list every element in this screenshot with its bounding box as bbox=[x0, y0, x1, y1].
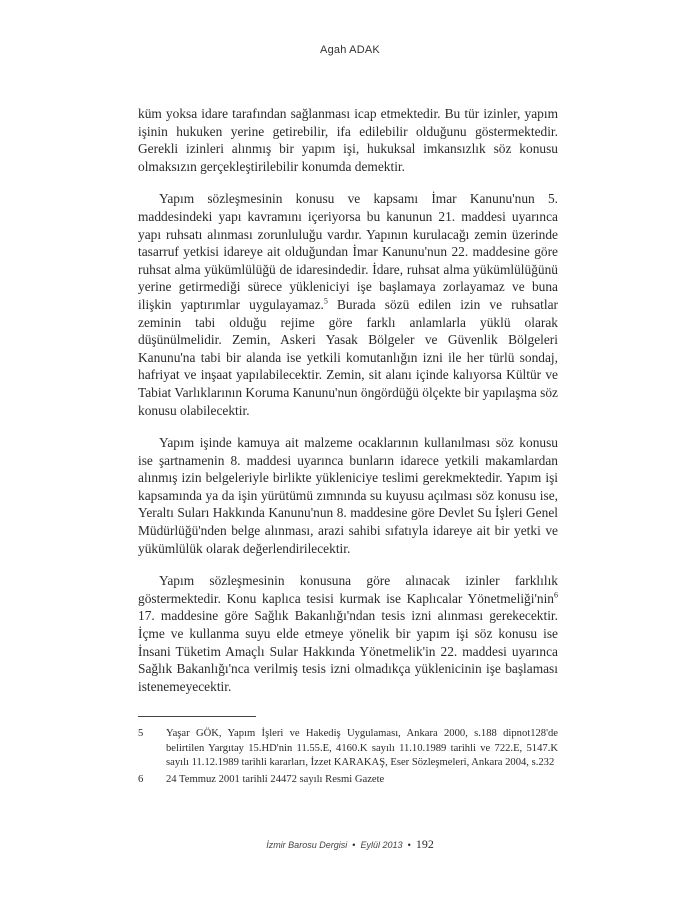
page-number: 192 bbox=[415, 837, 434, 851]
issue-date: Eylül 2013 bbox=[360, 840, 403, 850]
footnote-text: Yaşar GÖK, Yapım İşleri ve Hakediş Uygulaması, Ankara 2000, s.188 dipnot128'de belirtilen Yargıtay 15.HD'nin 11.55.E, 4160.K sayılı 11.10.1989 tarihli ve 722.E, 5147.K sayılı 11.12.1989 tarihli kararları, İzzet KARAKAŞ, Eser Sözleşmeleri, Ankara 2004, s.232 bbox=[166, 728, 558, 768]
footnote-text: 24 Temmuz 2001 tarihli 24472 sayılı Resmi Gazete bbox=[166, 773, 385, 785]
footnote-5 bbox=[138, 727, 558, 771]
footnotes bbox=[138, 727, 558, 789]
page-footer bbox=[0, 837, 700, 852]
paragraph-2-text-a: Yapım sözleşmesinin konusu ve kapsamı İmar Kanunu'nun 5. maddesindeki yapı kavramını içeriyorsa bu kanunun 21. maddesi uyarınca yapı ruhsatı alınması zorunluluğu vardır. Yapının kurulacağı zemin üzerinde tasarruf yetkisi idareye ait olduğundan İmar Kanunu'nun 22. maddesine göre ruhsat alma yükümlülüğü de idaresindedir. İdare, ruhsat alma yükümlülüğünü yerine getirmediği sürece yükleniciyi işe başlamaya zorlayamaz ve buna ilişkin yaptırımlar uygulayamaz. bbox=[138, 191, 558, 312]
paragraph-1: küm yoksa idare tarafından sağlanması icap etmektedir. Bu tür izinler, yapım işinin hukuken yerine getirebilir, ifa edilebilir olduğunu göstermektedir. Gerekli izinleri alınmış bir yapım işi, hukuksal imkansızlık söz konusu olmaksızın gerçekleştirilebilir konumda demektir. bbox=[138, 106, 558, 174]
running-header: Agah ADAK bbox=[320, 44, 380, 56]
paragraph-4-text-b: 17. maddesine göre Sağlık Bakanlığı'ndan tesis izni alınması gerekecektir. İçme ve kullanma suyu elde etmeye yönelik bir yapım işi söz konusu ise İnsani Tüketim Amaçlı Sular Hakkında Yönetmelik'in 22. maddesi uyarınca Sağlık Bakanlığı'nca verilmiş tesis izni olmadıkça yüklenicinin işe başlaması istenemeyecektir. bbox=[138, 608, 558, 694]
footnote-ref-6: 6 bbox=[554, 590, 558, 600]
footer-separator: • bbox=[407, 840, 411, 850]
footnote-number: 5 bbox=[138, 728, 144, 739]
paragraph-4 bbox=[138, 572, 558, 695]
journal-name: İzmir Barosu Dergisi bbox=[266, 840, 348, 850]
footnote-6 bbox=[138, 773, 558, 788]
footer-separator: • bbox=[352, 840, 356, 850]
paragraph-2-text-b: Burada sözü edilen izin ve ruhsatlar zeminin tabi olduğu rejime göre farklı anlamlarla yüklü olarak düşünülmelidir. Zemin, Askeri Yasak Bölgeler ve Güvenlik Bölgeleri Kanunu'na tabi bir alanda ise yetkili komutanlığın izni ile her türlü sondaj, hafriyat ve inşaat yapılabilecektir. Zemin, sit alanı içinde kalıyorsa Kültür ve Tabiat Varlıklarının Koruma Kanunu'nun öngördüğü ölçekte bir yapılaşma söz konusu olabilecektir. bbox=[138, 296, 558, 418]
footnote-ref-5: 5 bbox=[323, 296, 328, 306]
body-text bbox=[138, 105, 558, 710]
paragraph-3: Yapım işinde kamuya ait malzeme ocaklarının kullanılması söz konusu ise şartnamenin 8. maddesi uyarınca bunların idarece yetkili makamlardan alınmış izin belgeleriyle birlikte yükleniciye teslimi gerekmektedir. Yapım işi kapsamında ya da işin yürütümü zımnında su kuyusu açılması söz konusu ise, Yeraltı Suları Hakkında Kanunu'nun 8. maddesine göre Devlet Su İşleri Genel Müdürlüğü'nden belge alınması, arazi sahibi sıfatıyla idareye ait bir yetki ve yükümlülük olarak değerlendirilecektir. bbox=[138, 435, 558, 556]
paragraph-2 bbox=[138, 190, 558, 419]
paragraph-4-text-a: Yapım sözleşmesinin konusuna göre alınacak izinler farklılık göstermektedir. Konu kaplıca tesisi kurmak ise Kaplıcalar Yönetmeliği'nin bbox=[138, 573, 558, 606]
footnote-number: 6 bbox=[138, 773, 144, 785]
footnote-divider bbox=[138, 716, 256, 717]
